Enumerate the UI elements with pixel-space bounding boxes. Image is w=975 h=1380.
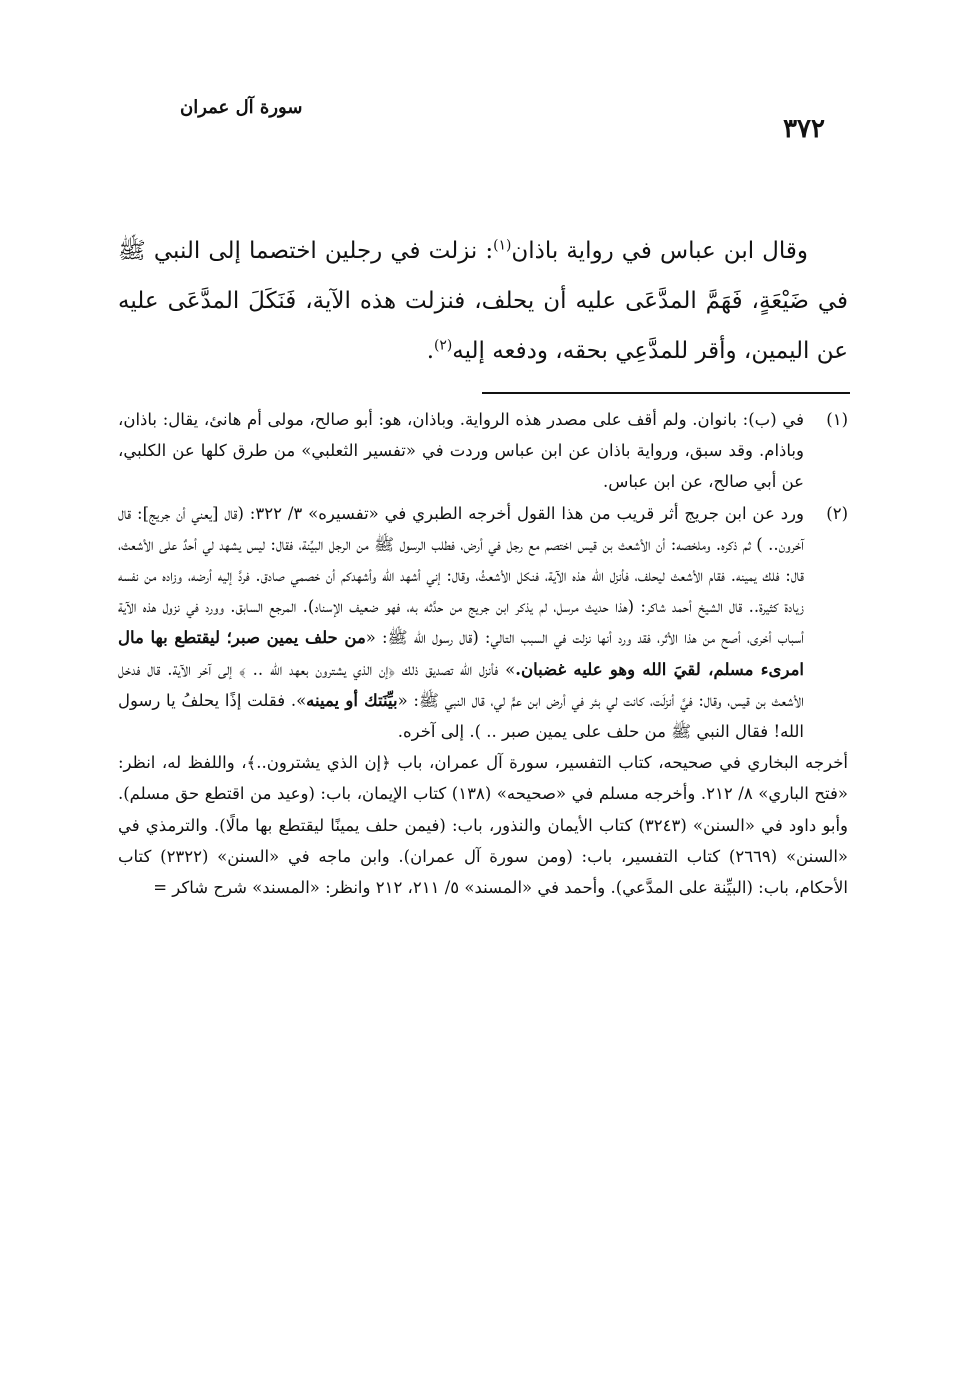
footnote-ref-1: (١): [493, 237, 512, 254]
footnotes-block: [118, 404, 848, 903]
running-header-title: سورة آل عمران: [180, 97, 303, 118]
footnote-1-text: في (ب): بانوان. ولم أقف على مصدر هذه الرواية. وباذان، هو: أبو صالح، مولى أم هانئ، يقال: باذان، وباذام. وقد سبق، ورواية باذان عن ابن عباس وردت في «تفسير الثعلبي» من طرق كلها عن الكلبي، عن أبي صالح، عن ابن عباس.: [118, 410, 804, 492]
footnote-2: [118, 498, 848, 748]
footnote-2-text-c: ». فقلت إذًا يحلفُ يا رسول الله! فقال النبي ﷺ من حلف على يمين صبر .. ). إلى آخره.: [118, 690, 804, 742]
main-text-block: [118, 226, 848, 376]
footnote-separator: [482, 392, 850, 394]
footnote-2-continuation: أخرجه البخاري في صحيحه، كتاب التفسير، سورة آل عمران، باب ﴿إن الذي يشترون..﴾، واللفظ له، انظر: «فتح الباري» ٨/ ٢١٢. وأخرجه مسلم في «صحيحه» (١٣٨) كتاب الإيمان، باب: (وعيد من اقتطع حق مسلم). وأبو داود في «السنن» (٣٢٤٣) كتاب الأيمان والنذور، باب: (فيمن حلف يمينًا ليقتطع بها مالًا). والترمذي في «السنن» (٢٦٦٩) كتاب التفسير، باب: (ومن سورة آل عمران). وابن ماجه في «السنن» (٢٣٢٢) كتاب الأحكام، باب: (البيِّنة على المدَّعي). وأحمد في «المسند» ٥/ ٢١١، ٢١٢ وانظر: «المسند» شرح شاكر =: [118, 753, 849, 898]
main-text-part-2: : نزلت في رجلين اختصما إلى النبي ﷺ في ضَيْعَةٍ، فَهَمَّ المدَّعَى عليه أن يحلف، فنزلت هذه الآية، فَنَكَلَ المدَّعَى عليه عن اليمين، وأقر للمدَّعِي بحقه، ودفعه إليه: [118, 238, 848, 364]
main-text-part-1: وقال ابن عباس في رواية باذان: [511, 238, 809, 264]
footnote-2-bold-phrase: بيِّنَتك أو يمينه: [306, 690, 398, 710]
footnote-ref-2: (٢): [434, 337, 453, 354]
main-text-part-3: .: [426, 338, 435, 364]
footnote-1-number: (١): [826, 410, 848, 429]
footnote-2-hadith-bold: من حلف يمين صبر؛ ليقتطع بها مال امرىء مسلم، لقيَ الله وهو عليه غضبان.: [118, 628, 805, 679]
page-number: ٣٧٢: [783, 114, 825, 144]
footnote-2-text-a: ورد عن ابن جريج أثر قريب من هذا القول أخرجه الطبري في «تفسيره» ٣/ ٣٢٢: (قال [يعني أن جريج]: قال آخرون.. ) ثم ذكره. وملخصه: أن الأشعث بن قيس اختصم مع رجل في أرض، فطلب الرسول ﷺ من الرجل البيِّنة، فقال: ليس يشهد لي أحدٌ على الأشعث، قال: فلك يمينه. فقام الأشعث ليحلف، فأنزل الله هذه الآية، فنكل الأشعثُ، وقال: إني أشهد الله وأشهدكم أن خصمي صادق. فردَّ إليه أرضه، وزاده من نفسه زيادة كثيرة.. قال الشيخ أحمد شاكر: (هذا حديث مرسل، لم يذكر ابن جريج من حدَّثه به، فهو ضعيف الإسناد). المرجع السابق. وورد في نزول هذه الآية أسباب أخرى، أصح من هذا الأثر، فقد ورد أنها نزلت في السبب التالي: (قال رسول الله ﷺ: «: [118, 503, 805, 648]
main-paragraph: [118, 226, 848, 376]
footnote-2-number: (٢): [826, 503, 848, 523]
footnote-2-text-b: » فأنزل الله تصديق ذلك ﴿إن الذي يشترون بعهد الله .. ﴾ إلى آخر الآية. قال فدخل الأشعث بن قيس، وقال: فيَّ أنزلَت، كانت لي بئر في أرض ابن عمٍّ لي، قال النبي ﷺ: «: [118, 659, 804, 710]
footnote-1: [118, 404, 848, 498]
